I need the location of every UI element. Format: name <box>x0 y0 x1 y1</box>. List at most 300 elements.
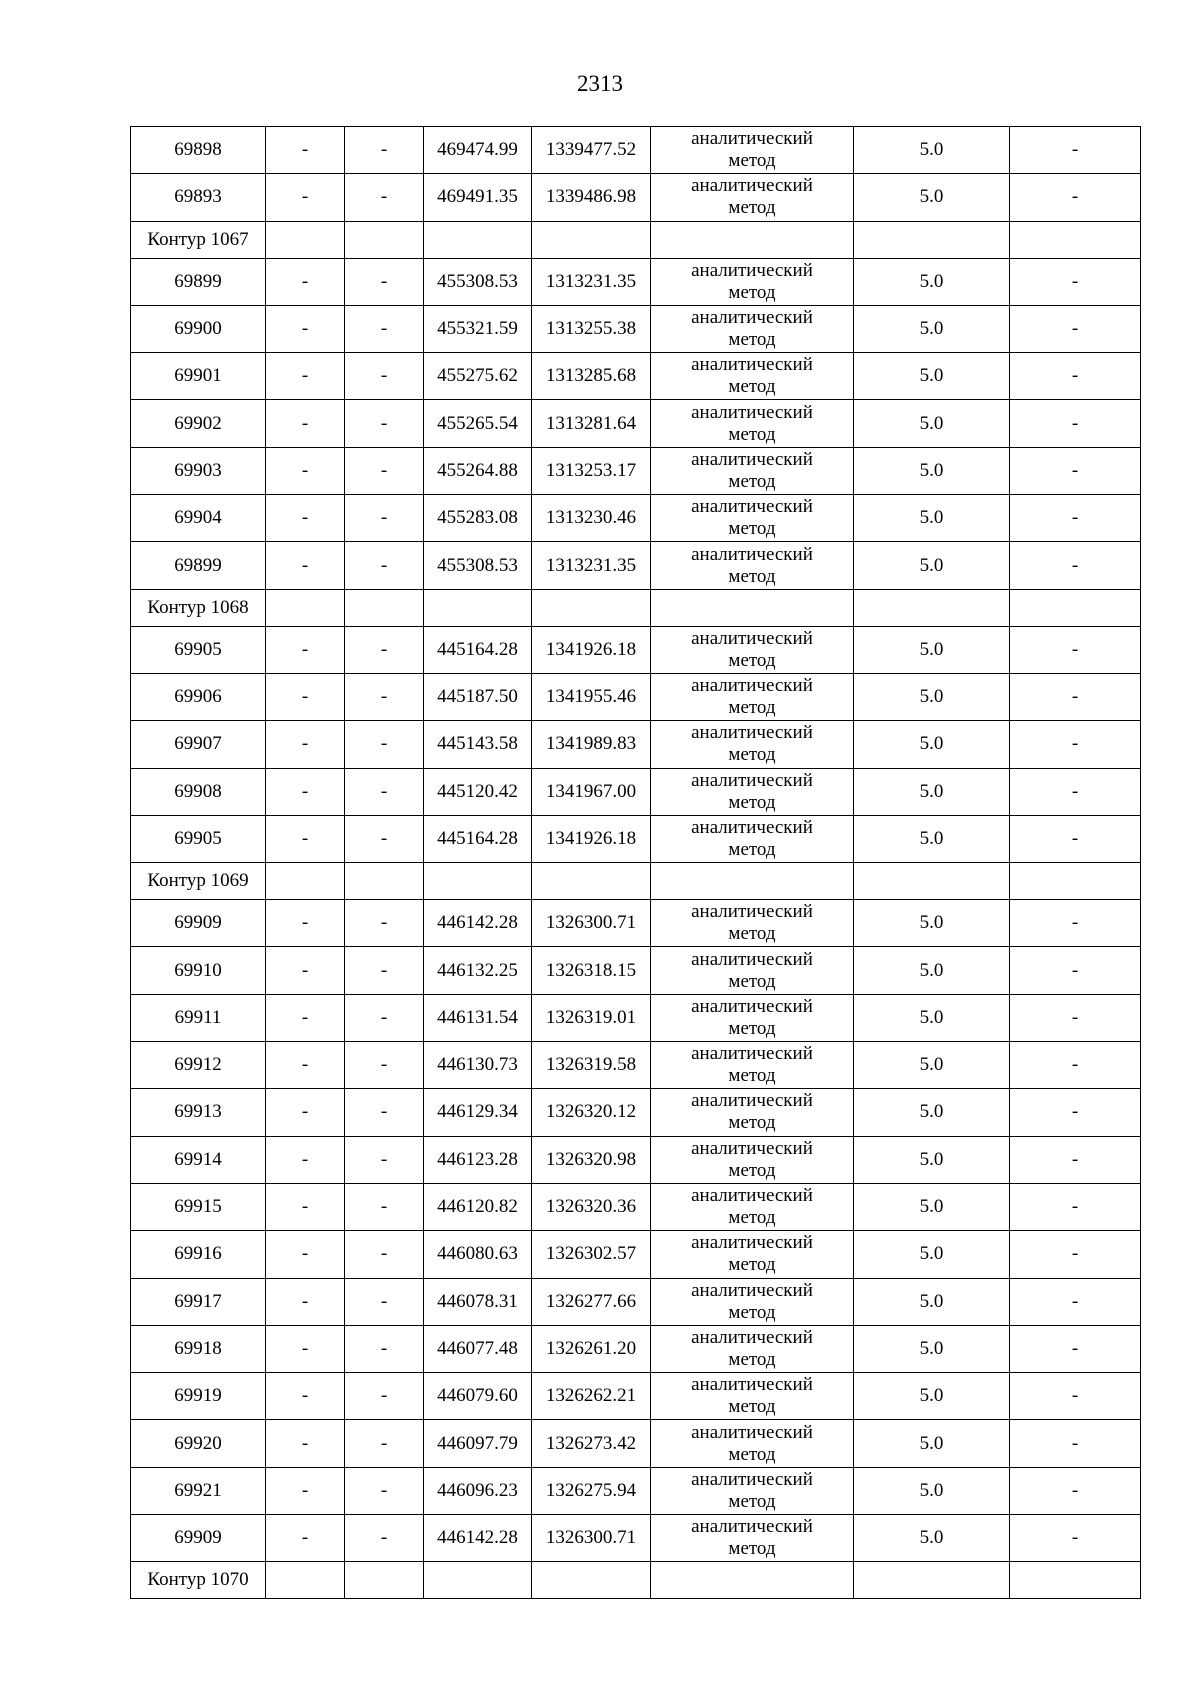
method-cell <box>651 542 854 589</box>
column-3-cell: - <box>345 542 424 589</box>
column-3-cell: - <box>345 1231 424 1278</box>
point-number-cell: 69918 <box>131 1325 266 1372</box>
y-coordinate-cell: 1313281.64 <box>532 400 651 447</box>
table-row <box>131 1373 1141 1420</box>
method-cell <box>651 305 854 352</box>
column-2-cell: - <box>266 447 345 494</box>
method-cell <box>651 1373 854 1420</box>
column-3-cell: - <box>345 626 424 673</box>
column-2-cell: - <box>266 900 345 947</box>
column-8-cell: - <box>1010 542 1141 589</box>
method-line-1: аналитический <box>691 1374 813 1396</box>
contour-header-row <box>131 863 1141 900</box>
empty-cell <box>424 863 532 900</box>
point-number-cell: 69900 <box>131 305 266 352</box>
y-coordinate-cell: 1326277.66 <box>532 1278 651 1325</box>
y-coordinate-cell: 1341989.83 <box>532 721 651 768</box>
method-line-2: метод <box>728 697 776 719</box>
empty-cell <box>266 1562 345 1599</box>
method-line-2: метод <box>728 1017 776 1039</box>
column-2-cell: - <box>266 1420 345 1467</box>
accuracy-cell: 5.0 <box>854 1183 1010 1230</box>
accuracy-cell: 5.0 <box>854 1089 1010 1136</box>
point-number-cell: 69899 <box>131 542 266 589</box>
column-8-cell: - <box>1010 353 1141 400</box>
y-coordinate-cell: 1326300.71 <box>532 900 651 947</box>
table-row <box>131 1136 1141 1183</box>
point-number-cell: 69909 <box>131 1515 266 1562</box>
method-line-1: аналитический <box>691 1137 813 1159</box>
x-coordinate-cell: 446077.48 <box>424 1325 532 1372</box>
x-coordinate-cell: 455308.53 <box>424 542 532 589</box>
method-cell <box>651 1325 854 1372</box>
table-row <box>131 174 1141 221</box>
empty-cell <box>532 221 651 258</box>
method-cell <box>651 721 854 768</box>
column-2-cell: - <box>266 626 345 673</box>
column-8-cell: - <box>1010 1136 1141 1183</box>
empty-cell <box>651 863 854 900</box>
column-3-cell: - <box>345 721 424 768</box>
accuracy-cell: 5.0 <box>854 626 1010 673</box>
method-line-1: аналитический <box>691 1516 813 1538</box>
accuracy-cell: 5.0 <box>854 542 1010 589</box>
method-cell <box>651 174 854 221</box>
table-row <box>131 495 1141 542</box>
x-coordinate-cell: 469474.99 <box>424 127 532 174</box>
empty-cell <box>424 589 532 626</box>
method-cell <box>651 947 854 994</box>
column-8-cell: - <box>1010 1089 1141 1136</box>
x-coordinate-cell: 455308.53 <box>424 258 532 305</box>
empty-cell <box>1010 221 1141 258</box>
table-row <box>131 447 1141 494</box>
method-cell <box>651 626 854 673</box>
column-8-cell: - <box>1010 1042 1141 1089</box>
column-8-cell: - <box>1010 768 1141 815</box>
point-number-cell: 69909 <box>131 900 266 947</box>
empty-cell <box>532 589 651 626</box>
table-row <box>131 1231 1141 1278</box>
method-line-1: аналитический <box>691 1185 813 1207</box>
column-3-cell: - <box>345 305 424 352</box>
accuracy-cell: 5.0 <box>854 1325 1010 1372</box>
y-coordinate-cell: 1341926.18 <box>532 815 651 862</box>
x-coordinate-cell: 446097.79 <box>424 1420 532 1467</box>
method-cell <box>651 353 854 400</box>
point-number-cell: 69893 <box>131 174 266 221</box>
method-cell <box>651 447 854 494</box>
method-line-1: аналитический <box>691 1232 813 1254</box>
method-line-2: метод <box>728 150 776 172</box>
x-coordinate-cell: 446123.28 <box>424 1136 532 1183</box>
column-8-cell: - <box>1010 1467 1141 1514</box>
empty-cell <box>854 1562 1010 1599</box>
method-line-1: аналитический <box>691 1468 813 1490</box>
coordinates-table <box>130 126 1141 1599</box>
x-coordinate-cell: 446130.73 <box>424 1042 532 1089</box>
x-coordinate-cell: 445120.42 <box>424 768 532 815</box>
y-coordinate-cell: 1313231.35 <box>532 542 651 589</box>
column-3-cell: - <box>345 1136 424 1183</box>
empty-cell <box>345 221 424 258</box>
method-line-2: метод <box>728 791 776 813</box>
accuracy-cell: 5.0 <box>854 994 1010 1041</box>
method-cell <box>651 495 854 542</box>
accuracy-cell: 5.0 <box>854 947 1010 994</box>
method-line-1: аналитический <box>691 769 813 791</box>
method-line-2: метод <box>728 1538 776 1560</box>
method-line-1: аналитический <box>691 901 813 923</box>
contour-label: Контур 1069 <box>131 863 266 900</box>
table-row <box>131 1183 1141 1230</box>
table-row <box>131 1515 1141 1562</box>
table-row <box>131 900 1141 947</box>
method-line-2: метод <box>728 649 776 671</box>
empty-cell <box>266 589 345 626</box>
contour-header-row <box>131 1562 1141 1599</box>
x-coordinate-cell: 446131.54 <box>424 994 532 1041</box>
point-number-cell: 69898 <box>131 127 266 174</box>
method-cell <box>651 994 854 1041</box>
y-coordinate-cell: 1326320.98 <box>532 1136 651 1183</box>
point-number-cell: 69904 <box>131 495 266 542</box>
method-line-1: аналитический <box>691 401 813 423</box>
x-coordinate-cell: 445143.58 <box>424 721 532 768</box>
column-3-cell: - <box>345 768 424 815</box>
accuracy-cell: 5.0 <box>854 400 1010 447</box>
accuracy-cell: 5.0 <box>854 174 1010 221</box>
column-2-cell: - <box>266 1089 345 1136</box>
column-8-cell: - <box>1010 900 1141 947</box>
method-cell <box>651 673 854 720</box>
accuracy-cell: 5.0 <box>854 900 1010 947</box>
empty-cell <box>1010 589 1141 626</box>
point-number-cell: 69901 <box>131 353 266 400</box>
accuracy-cell: 5.0 <box>854 1515 1010 1562</box>
column-2-cell: - <box>266 1231 345 1278</box>
empty-cell <box>651 589 854 626</box>
method-line-2: метод <box>728 1065 776 1087</box>
method-line-1: аналитический <box>691 307 813 329</box>
column-8-cell: - <box>1010 994 1141 1041</box>
column-3-cell: - <box>345 947 424 994</box>
point-number-cell: 69910 <box>131 947 266 994</box>
y-coordinate-cell: 1313253.17 <box>532 447 651 494</box>
accuracy-cell: 5.0 <box>854 1231 1010 1278</box>
method-line-1: аналитический <box>691 675 813 697</box>
column-3-cell: - <box>345 447 424 494</box>
method-line-2: метод <box>728 1301 776 1323</box>
column-2-cell: - <box>266 673 345 720</box>
column-3-cell: - <box>345 174 424 221</box>
table-row <box>131 815 1141 862</box>
empty-cell <box>345 863 424 900</box>
column-8-cell: - <box>1010 1231 1141 1278</box>
column-8-cell: - <box>1010 1183 1141 1230</box>
point-number-cell: 69902 <box>131 400 266 447</box>
y-coordinate-cell: 1313231.35 <box>532 258 651 305</box>
method-line-1: аналитический <box>691 722 813 744</box>
method-cell <box>651 127 854 174</box>
table-row <box>131 1325 1141 1372</box>
y-coordinate-cell: 1326262.21 <box>532 1373 651 1420</box>
table-row <box>131 626 1141 673</box>
method-cell <box>651 1136 854 1183</box>
column-3-cell: - <box>345 258 424 305</box>
x-coordinate-cell: 445187.50 <box>424 673 532 720</box>
method-cell <box>651 900 854 947</box>
empty-cell <box>345 1562 424 1599</box>
method-line-1: аналитический <box>691 259 813 281</box>
accuracy-cell: 5.0 <box>854 673 1010 720</box>
point-number-cell: 69905 <box>131 815 266 862</box>
method-line-2: метод <box>728 423 776 445</box>
column-3-cell: - <box>345 673 424 720</box>
column-2-cell: - <box>266 305 345 352</box>
point-number-cell: 69913 <box>131 1089 266 1136</box>
method-line-2: метод <box>728 470 776 492</box>
method-cell <box>651 1278 854 1325</box>
column-8-cell: - <box>1010 305 1141 352</box>
column-2-cell: - <box>266 768 345 815</box>
column-3-cell: - <box>345 353 424 400</box>
empty-cell <box>854 863 1010 900</box>
column-2-cell: - <box>266 353 345 400</box>
y-coordinate-cell: 1313230.46 <box>532 495 651 542</box>
point-number-cell: 69899 <box>131 258 266 305</box>
table-row <box>131 721 1141 768</box>
column-2-cell: - <box>266 174 345 221</box>
empty-cell <box>854 221 1010 258</box>
y-coordinate-cell: 1326273.42 <box>532 1420 651 1467</box>
method-cell <box>651 1467 854 1514</box>
x-coordinate-cell: 445164.28 <box>424 626 532 673</box>
column-2-cell: - <box>266 1136 345 1183</box>
column-2-cell: - <box>266 721 345 768</box>
empty-cell <box>651 221 854 258</box>
contour-label: Контур 1067 <box>131 221 266 258</box>
empty-cell <box>266 221 345 258</box>
page-number: 2313 <box>577 71 623 96</box>
column-8-cell: - <box>1010 400 1141 447</box>
method-line-1: аналитический <box>691 175 813 197</box>
column-2-cell: - <box>266 1183 345 1230</box>
accuracy-cell: 5.0 <box>854 1278 1010 1325</box>
table-row <box>131 1467 1141 1514</box>
y-coordinate-cell: 1326261.20 <box>532 1325 651 1372</box>
empty-cell <box>651 1562 854 1599</box>
point-number-cell: 69905 <box>131 626 266 673</box>
column-3-cell: - <box>345 1183 424 1230</box>
column-8-cell: - <box>1010 127 1141 174</box>
method-line-1: аналитический <box>691 948 813 970</box>
point-number-cell: 69907 <box>131 721 266 768</box>
x-coordinate-cell: 446120.82 <box>424 1183 532 1230</box>
method-line-1: аналитический <box>691 496 813 518</box>
table-row <box>131 1089 1141 1136</box>
column-2-cell: - <box>266 1467 345 1514</box>
accuracy-cell: 5.0 <box>854 353 1010 400</box>
accuracy-cell: 5.0 <box>854 447 1010 494</box>
method-line-1: аналитический <box>691 543 813 565</box>
x-coordinate-cell: 446079.60 <box>424 1373 532 1420</box>
x-coordinate-cell: 445164.28 <box>424 815 532 862</box>
method-cell <box>651 1089 854 1136</box>
column-2-cell: - <box>266 1373 345 1420</box>
method-line-1: аналитический <box>691 1326 813 1348</box>
y-coordinate-cell: 1313255.38 <box>532 305 651 352</box>
column-8-cell: - <box>1010 1515 1141 1562</box>
point-number-cell: 69908 <box>131 768 266 815</box>
y-coordinate-cell: 1326302.57 <box>532 1231 651 1278</box>
column-3-cell: - <box>345 1278 424 1325</box>
column-8-cell: - <box>1010 947 1141 994</box>
method-cell <box>651 1515 854 1562</box>
accuracy-cell: 5.0 <box>854 1467 1010 1514</box>
table-row <box>131 400 1141 447</box>
x-coordinate-cell: 446142.28 <box>424 900 532 947</box>
column-2-cell: - <box>266 1042 345 1089</box>
method-cell <box>651 1042 854 1089</box>
column-3-cell: - <box>345 1373 424 1420</box>
point-number-cell: 69906 <box>131 673 266 720</box>
x-coordinate-cell: 455283.08 <box>424 495 532 542</box>
point-number-cell: 69914 <box>131 1136 266 1183</box>
method-line-2: метод <box>728 376 776 398</box>
method-line-1: аналитический <box>691 354 813 376</box>
column-2-cell: - <box>266 947 345 994</box>
method-line-2: метод <box>728 744 776 766</box>
accuracy-cell: 5.0 <box>854 495 1010 542</box>
column-2-cell: - <box>266 1515 345 1562</box>
method-line-1: аналитический <box>691 448 813 470</box>
accuracy-cell: 5.0 <box>854 127 1010 174</box>
empty-cell <box>1010 863 1141 900</box>
method-cell <box>651 1183 854 1230</box>
x-coordinate-cell: 455265.54 <box>424 400 532 447</box>
empty-cell <box>424 221 532 258</box>
contour-header-row <box>131 589 1141 626</box>
column-3-cell: - <box>345 994 424 1041</box>
method-line-2: метод <box>728 329 776 351</box>
point-number-cell: 69911 <box>131 994 266 1041</box>
point-number-cell: 69912 <box>131 1042 266 1089</box>
column-8-cell: - <box>1010 673 1141 720</box>
method-line-1: аналитический <box>691 995 813 1017</box>
column-2-cell: - <box>266 542 345 589</box>
column-8-cell: - <box>1010 1325 1141 1372</box>
column-2-cell: - <box>266 1278 345 1325</box>
column-3-cell: - <box>345 815 424 862</box>
accuracy-cell: 5.0 <box>854 1373 1010 1420</box>
method-line-2: метод <box>728 1396 776 1418</box>
column-8-cell: - <box>1010 815 1141 862</box>
column-8-cell: - <box>1010 1278 1141 1325</box>
y-coordinate-cell: 1326318.15 <box>532 947 651 994</box>
x-coordinate-cell: 455321.59 <box>424 305 532 352</box>
method-cell <box>651 815 854 862</box>
column-2-cell: - <box>266 400 345 447</box>
column-8-cell: - <box>1010 258 1141 305</box>
table-row <box>131 768 1141 815</box>
empty-cell <box>532 863 651 900</box>
column-3-cell: - <box>345 127 424 174</box>
contour-label: Контур 1068 <box>131 589 266 626</box>
column-2-cell: - <box>266 1325 345 1372</box>
table-row <box>131 1420 1141 1467</box>
column-8-cell: - <box>1010 1420 1141 1467</box>
method-line-2: метод <box>728 839 776 860</box>
column-8-cell: - <box>1010 174 1141 221</box>
column-8-cell: - <box>1010 447 1141 494</box>
y-coordinate-cell: 1326320.12 <box>532 1089 651 1136</box>
y-coordinate-cell: 1313285.68 <box>532 353 651 400</box>
empty-cell <box>532 1562 651 1599</box>
column-8-cell: - <box>1010 1373 1141 1420</box>
method-line-1: аналитический <box>691 1421 813 1443</box>
column-8-cell: - <box>1010 495 1141 542</box>
column-3-cell: - <box>345 900 424 947</box>
y-coordinate-cell: 1341955.46 <box>532 673 651 720</box>
y-coordinate-cell: 1326319.58 <box>532 1042 651 1089</box>
table-row <box>131 994 1141 1041</box>
column-3-cell: - <box>345 1089 424 1136</box>
method-line-2: метод <box>728 1443 776 1465</box>
empty-cell <box>345 589 424 626</box>
point-number-cell: 69921 <box>131 1467 266 1514</box>
empty-cell <box>424 1562 532 1599</box>
y-coordinate-cell: 1339486.98 <box>532 174 651 221</box>
column-3-cell: - <box>345 1325 424 1372</box>
x-coordinate-cell: 446129.34 <box>424 1089 532 1136</box>
table-row <box>131 305 1141 352</box>
method-line-2: метод <box>728 1254 776 1276</box>
y-coordinate-cell: 1326300.71 <box>532 1515 651 1562</box>
method-line-2: метод <box>728 1490 776 1512</box>
accuracy-cell: 5.0 <box>854 768 1010 815</box>
method-cell <box>651 768 854 815</box>
table-row <box>131 947 1141 994</box>
column-3-cell: - <box>345 1420 424 1467</box>
method-line-2: метод <box>728 1348 776 1370</box>
point-number-cell: 69920 <box>131 1420 266 1467</box>
column-2-cell: - <box>266 495 345 542</box>
x-coordinate-cell: 469491.35 <box>424 174 532 221</box>
table-row <box>131 353 1141 400</box>
point-number-cell: 69917 <box>131 1278 266 1325</box>
column-3-cell: - <box>345 1515 424 1562</box>
accuracy-cell: 5.0 <box>854 815 1010 862</box>
table-row <box>131 127 1141 174</box>
column-3-cell: - <box>345 1042 424 1089</box>
accuracy-cell: 5.0 <box>854 1042 1010 1089</box>
x-coordinate-cell: 446078.31 <box>424 1278 532 1325</box>
method-line-2: метод <box>728 1159 776 1181</box>
table-row <box>131 1278 1141 1325</box>
method-line-2: метод <box>728 281 776 303</box>
method-line-2: метод <box>728 970 776 992</box>
x-coordinate-cell: 446142.28 <box>424 1515 532 1562</box>
method-line-2: метод <box>728 518 776 540</box>
empty-cell <box>854 589 1010 626</box>
method-line-1: аналитический <box>691 1043 813 1065</box>
table-row <box>131 1042 1141 1089</box>
x-coordinate-cell: 446132.25 <box>424 947 532 994</box>
point-number-cell: 69919 <box>131 1373 266 1420</box>
method-cell <box>651 400 854 447</box>
x-coordinate-cell: 446096.23 <box>424 1467 532 1514</box>
